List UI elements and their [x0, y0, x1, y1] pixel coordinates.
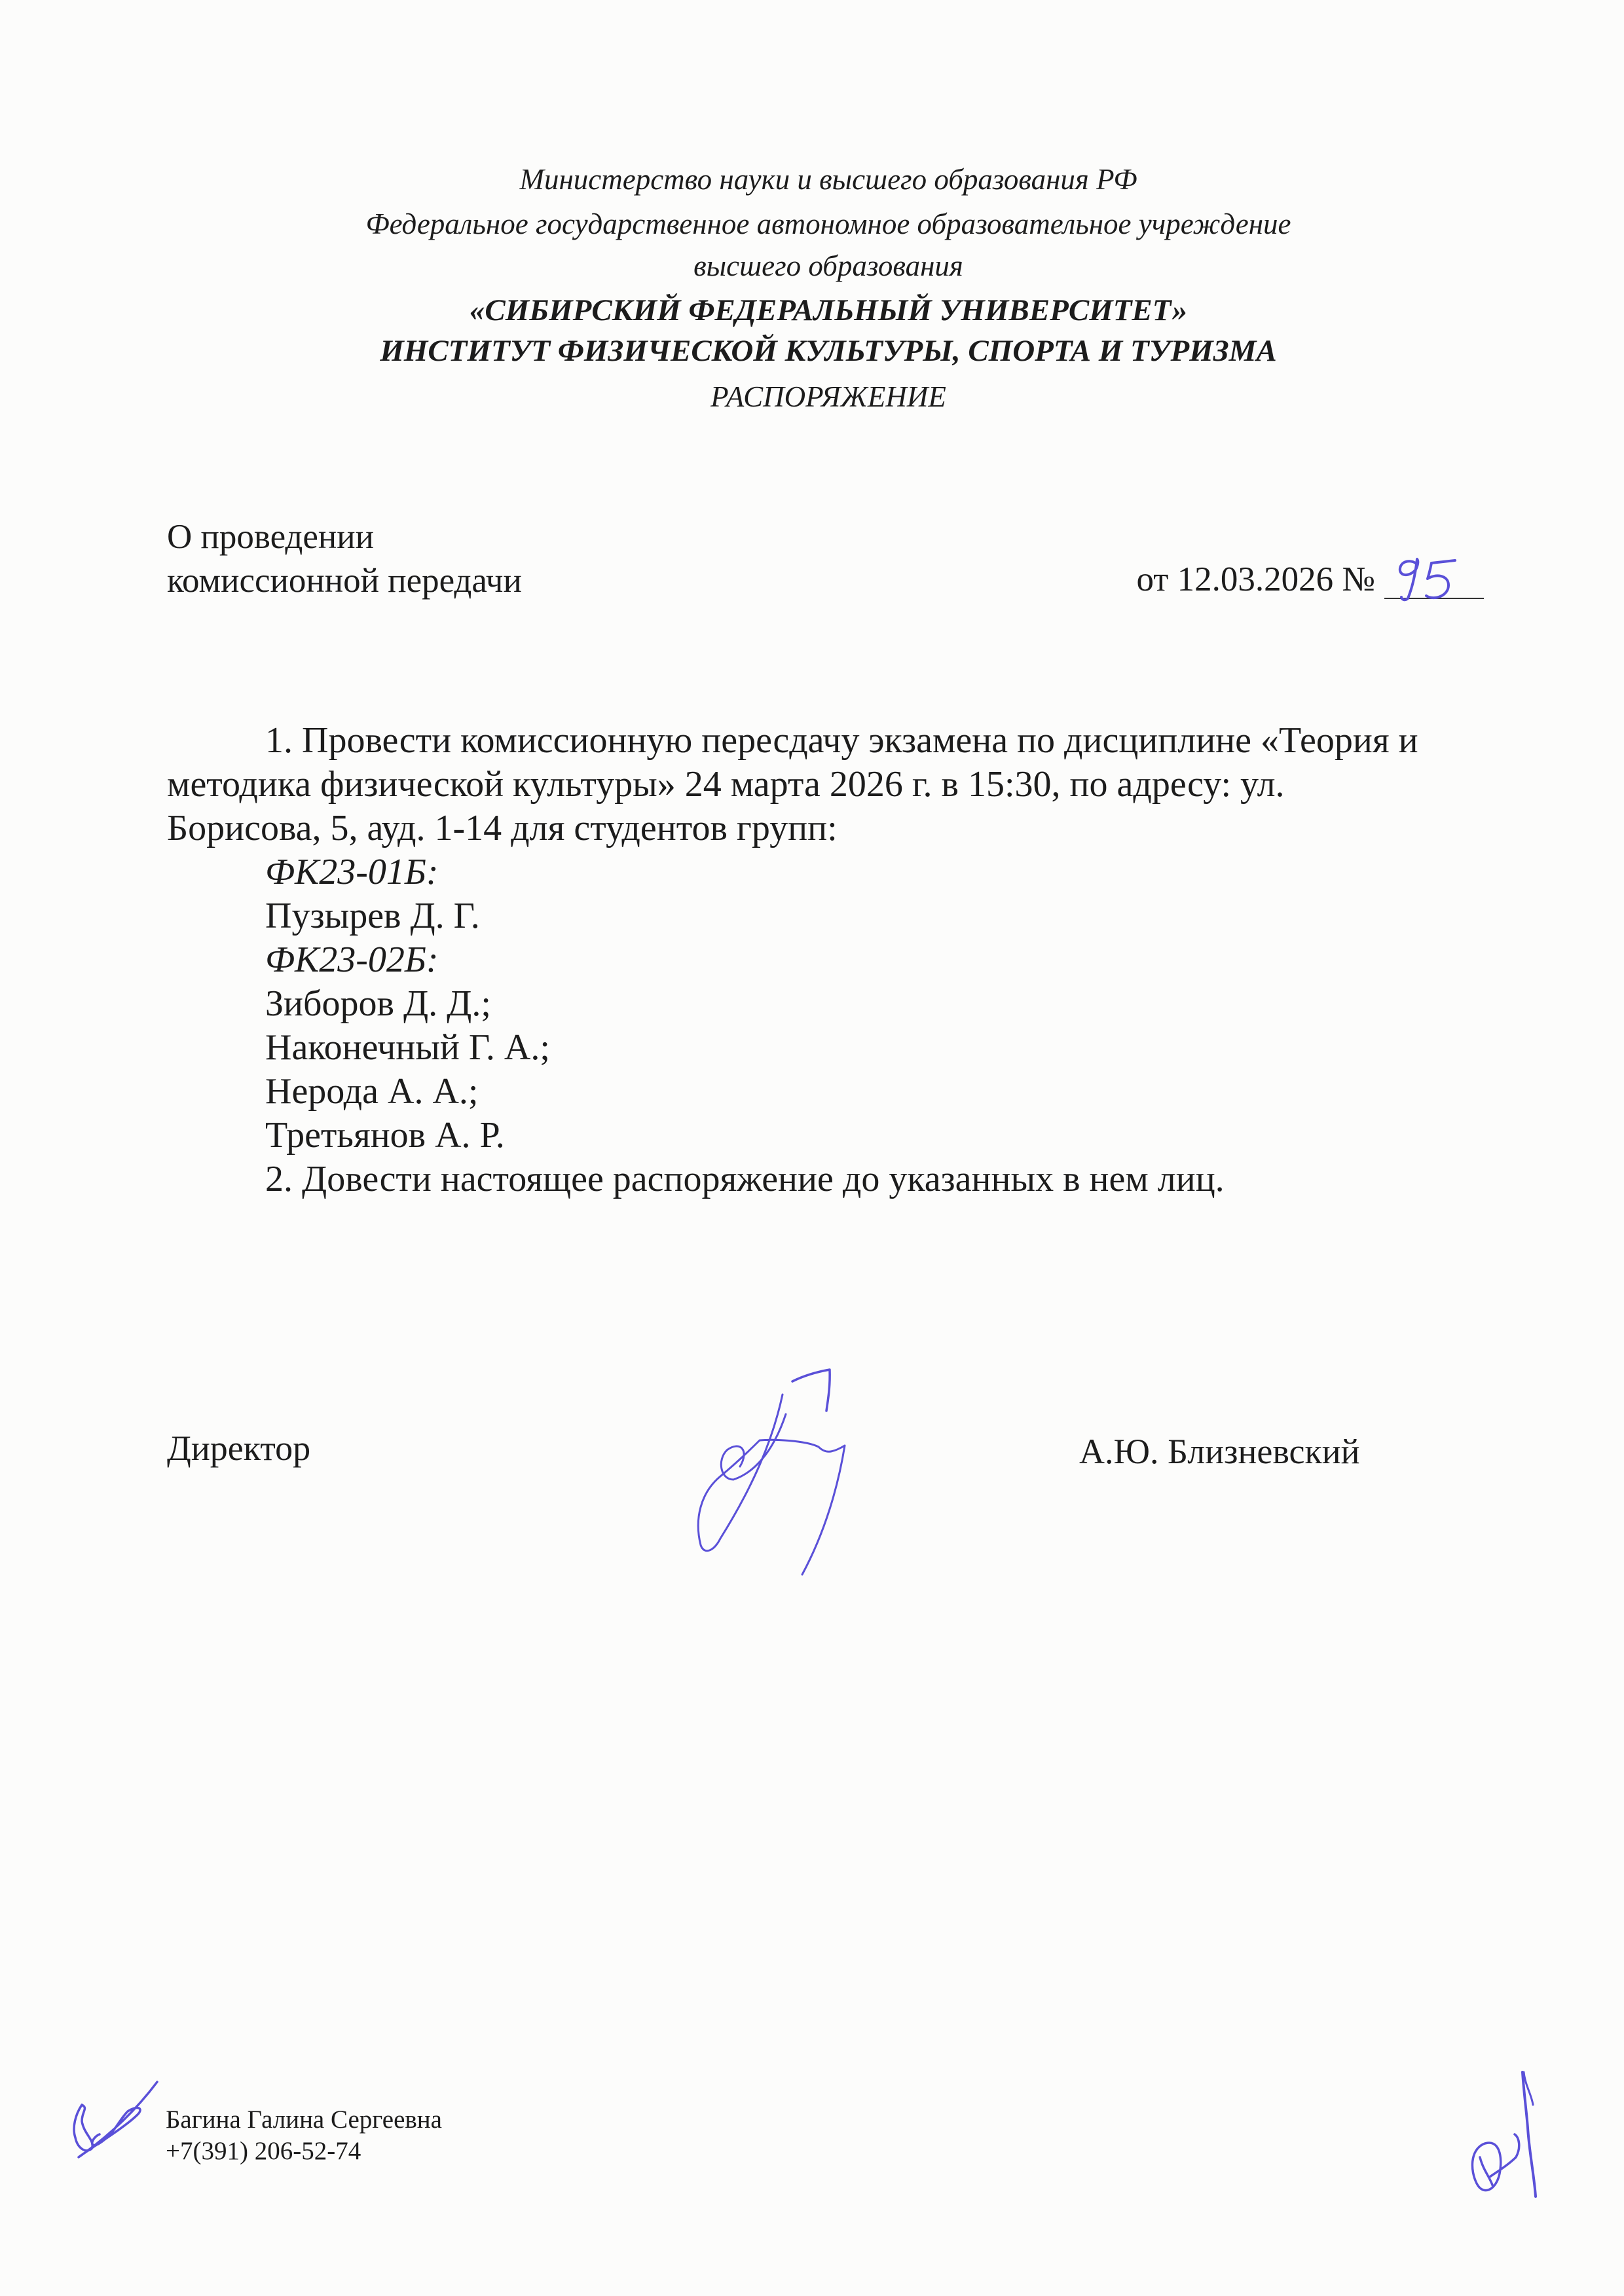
executor-name: Багина Галина Сергеевна — [166, 2105, 442, 2134]
subject-line1: О проведении — [167, 518, 375, 556]
executor-initials-signature — [52, 2075, 164, 2160]
student-item: Зиборов Д. Д.; — [265, 983, 491, 1024]
group-name: ФК23-02Б: — [265, 939, 439, 980]
approval-initials-signature — [1464, 2066, 1542, 2203]
student-item: Нерода А. А.; — [265, 1071, 479, 1112]
order-body — [167, 719, 1509, 1201]
student-item: Наконечный Г. А.; — [265, 1027, 550, 1068]
student-item: Пузырев Д. Г. — [265, 896, 480, 936]
institution-type-line2: высшего образования — [693, 249, 963, 282]
group-name: ФК23-01Б: — [265, 852, 439, 892]
subject-line2: комиссионной передачи — [167, 562, 522, 600]
ministry-title: Министерство науки и высшего образования РФ — [519, 163, 1137, 196]
signatory-name: А.Ю. Близневский — [1079, 1432, 1360, 1471]
item-1-line-3: Борисова, 5, ауд. 1-14 для студентов групп: — [167, 808, 838, 848]
order-number-handwritten — [1393, 555, 1466, 602]
document-type: РАСПОРЯЖЕНИЕ — [710, 380, 946, 413]
student-item: Третьянов А. Р. — [265, 1115, 505, 1156]
item-1-line-2: методика физической культуры» 24 марта 2026 г. в 15:30, по адресу: ул. — [167, 764, 1285, 805]
order-date: от 12.03.2026 № — [1136, 560, 1375, 598]
institution-type-line1: Федеральное государственное автономное образовательное учреждение — [365, 208, 1291, 240]
executor-phone: +7(391) 206-52-74 — [166, 2137, 361, 2165]
signatory-position: Директор — [167, 1429, 311, 1468]
university-name: «СИБИРСКИЙ ФЕДЕРАЛЬНЫЙ УНИВЕРСИТЕТ» — [469, 293, 1188, 327]
item-2: 2. Довести настоящее распоряжение до указанных в нем лиц. — [265, 1159, 1225, 1199]
institute-name: ИНСТИТУТ ФИЗИЧЕСКОЙ КУЛЬТУРЫ, СПОРТА И ТУРИЗМА — [380, 334, 1277, 368]
item-1-line-1: 1. Провести комиссионную пересдачу экзамена по дисциплине «Теория и — [265, 720, 1418, 761]
director-signature — [674, 1362, 858, 1578]
